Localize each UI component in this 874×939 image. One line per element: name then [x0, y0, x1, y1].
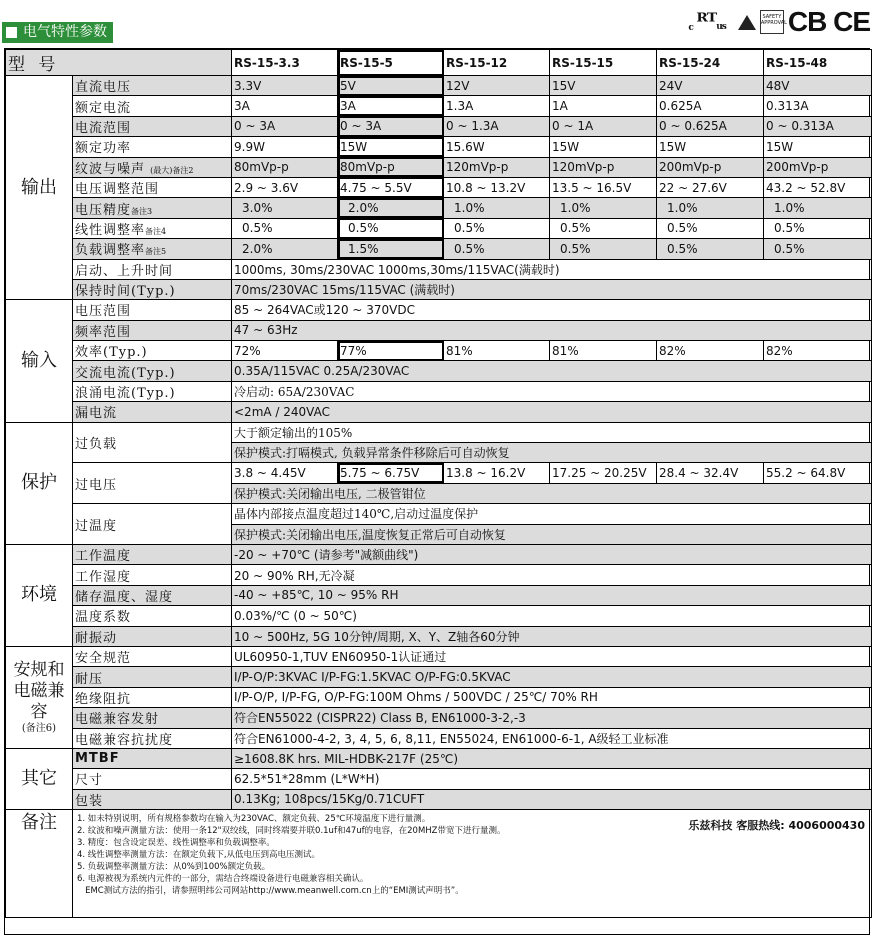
- value-cell: 0 ~ 0.625A: [657, 116, 764, 136]
- input-ac-current-row: [6, 361, 872, 381]
- model-label: 型 号: [6, 50, 232, 76]
- row-label: 纹波与噪声 (最大)备注2: [73, 157, 232, 177]
- row-label: 电压调整范围: [73, 177, 232, 197]
- value-cell: 0.313A: [764, 96, 872, 116]
- value-cell: 0.5%: [657, 239, 764, 259]
- value-cell: 200mVp-p: [764, 157, 872, 177]
- note-line: 3. 精度：包含设定误差、线性调整率和负载调整率。: [77, 838, 275, 849]
- row-label: 储存温度、湿度: [73, 585, 232, 605]
- value-cell: 0 ~ 1.3A: [444, 116, 550, 136]
- input-voltage-row: [6, 300, 872, 320]
- model-name: RS-15-24: [657, 50, 764, 76]
- value-cell: 符合EN61000-4-2, 3, 4, 5, 6, 8,11, EN55024, EN61000-6-1, A级轻工业标准: [232, 728, 872, 748]
- value-cell: 0.5%: [232, 218, 338, 238]
- env-storage-row: [6, 585, 872, 605]
- value-cell: 0.5%: [550, 239, 657, 259]
- value-cell: 3A: [338, 96, 444, 116]
- other-mtbf-row: [6, 748, 872, 768]
- value-cell: 0 ~ 0.313A: [764, 116, 872, 136]
- value-cell: 1.0%: [657, 198, 764, 218]
- value-cell: 3.8 ~ 4.45V: [232, 463, 338, 483]
- row-label: 线性调整率备注4: [73, 218, 232, 238]
- value-cell: 1.0%: [764, 198, 872, 218]
- row-label: 耐振动: [73, 626, 232, 646]
- value-cell: 120mVp-p: [550, 157, 657, 177]
- value-cell: 大于额定输出的105%: [232, 422, 872, 442]
- value-cell: UL60950-1,TUV EN60950-1认证通过: [232, 646, 872, 666]
- env-vibration-row: [6, 626, 872, 646]
- model-name: RS-15-15: [550, 50, 657, 76]
- value-cell: 22 ~ 27.6V: [657, 177, 764, 197]
- output-rated-current-row: [6, 96, 872, 116]
- safety-approval-icon: SAFETY APPROVAL: [760, 10, 784, 34]
- output-load-reg-row: [6, 239, 872, 259]
- value-cell: 1.3A: [444, 96, 550, 116]
- value-cell: 1.5%: [338, 239, 444, 259]
- value-cell: 13.5 ~ 16.5V: [550, 177, 657, 197]
- value-cell: 20 ~ 90% RH,无冷凝: [232, 565, 872, 585]
- row-label: 漏电流: [73, 402, 232, 422]
- safety-standards-row: [6, 646, 872, 666]
- env-work-humidity-row: [6, 565, 872, 585]
- row-label: 效率(Typ.): [73, 341, 232, 361]
- notes-cell: [73, 810, 872, 918]
- safety-withstand-row: [6, 667, 872, 687]
- other-dimension-row: [6, 769, 872, 789]
- row-label: 工作温度: [73, 544, 232, 564]
- model-row: [6, 50, 872, 76]
- value-cell: I/P-O/P, I/P-FG, O/P-FG:100M Ohms / 500VDC / 25℃/ 70% RH: [232, 687, 872, 707]
- value-cell: 15V: [550, 76, 657, 96]
- value-cell: 62.5*51*28mm (L*W*H): [232, 769, 872, 789]
- output-dc-voltage-row: [6, 76, 872, 96]
- row-label: 工作湿度: [73, 565, 232, 585]
- value-cell: 2.0%: [338, 198, 444, 218]
- safety-isolation-row: [6, 687, 872, 707]
- model-name: RS-15-48: [764, 50, 872, 76]
- value-cell: 200mVp-p: [657, 157, 764, 177]
- row-label: 额定电流: [73, 96, 232, 116]
- group-safety: 安规和电磁兼容 (备注6): [6, 646, 73, 748]
- value-cell: 1.0%: [550, 198, 657, 218]
- row-label: 安全规范: [73, 646, 232, 666]
- value-cell: 81%: [444, 341, 550, 361]
- output-rated-power-row: [6, 137, 872, 157]
- safety-emc-immunity-row: [6, 728, 872, 748]
- row-label: 电磁兼容发射: [73, 708, 232, 728]
- value-cell: 85 ~ 264VAC或120 ~ 370VDC: [232, 300, 872, 320]
- row-label: 电磁兼容抗扰度: [73, 728, 232, 748]
- value-cell: 0.5%: [444, 239, 550, 259]
- value-cell: 1.0%: [444, 198, 550, 218]
- value-cell: 13.8 ~ 16.2V: [444, 463, 550, 483]
- value-cell: 28.4 ~ 32.4V: [657, 463, 764, 483]
- value-cell: 72%: [232, 341, 338, 361]
- value-cell: 120mVp-p: [444, 157, 550, 177]
- value-cell: 保护模式:打嗝模式, 负载异常条件移除后可自动恢复: [232, 443, 872, 463]
- row-label: 耐压: [73, 667, 232, 687]
- value-cell: 0.5%: [444, 218, 550, 238]
- value-cell: 3.3V: [232, 76, 338, 96]
- row-label: 直流电压: [73, 76, 232, 96]
- row-label: 负载调整率备注5: [73, 239, 232, 259]
- cb-ce-logo: CB CE: [787, 6, 870, 37]
- spec-table: [4, 48, 870, 935]
- value-cell: 5.75 ~ 6.75V: [338, 463, 444, 483]
- value-cell: ≥1608.8K hrs. MIL-HDBK-217F (25℃): [232, 748, 872, 768]
- value-cell: 0.5%: [657, 218, 764, 238]
- value-cell: 10.8 ~ 13.2V: [444, 177, 550, 197]
- value-cell: 10 ~ 500Hz, 5G 10分钟/周期, X、Y、Z轴各60分钟: [232, 626, 872, 646]
- input-leakage-row: [6, 402, 872, 422]
- row-label: MTBF: [73, 748, 232, 768]
- value-cell: 0 ~ 1A: [550, 116, 657, 136]
- group-input: 输入: [6, 300, 73, 422]
- value-cell: 9.9W: [232, 137, 338, 157]
- value-cell: 70ms/230VAC 15ms/115VAC (满载时): [232, 279, 872, 299]
- value-cell: -40 ~ +85℃, 10 ~ 95% RH: [232, 585, 872, 605]
- value-cell: 0.5%: [338, 218, 444, 238]
- value-cell: 2.9 ~ 3.6V: [232, 177, 338, 197]
- row-label: 电流范围: [73, 116, 232, 136]
- value-cell: 1000ms, 30ms/230VAC 1000ms,30ms/115VAC(满载时): [232, 259, 872, 279]
- value-cell: 15W: [764, 137, 872, 157]
- protection-overload-row-1: [6, 422, 872, 442]
- note-line: EMC测试方法的指引，请参照明纬公司网站http://www.meanwell.com.cn上的“EMI测试声明书”。: [77, 886, 464, 897]
- protection-overvoltage-row-1: [6, 463, 872, 483]
- output-setup-row: [6, 259, 872, 279]
- model-name: RS-15-5: [338, 50, 444, 76]
- group-notes: 备注: [6, 810, 73, 918]
- protection-overtemp-row-1: [6, 504, 872, 524]
- value-cell: 24V: [657, 76, 764, 96]
- value-cell: 符合EN55022 (CISPR22) Class B, EN61000-3-2,-3: [232, 708, 872, 728]
- output-voltage-adj-row: [6, 177, 872, 197]
- value-cell: 15W: [338, 137, 444, 157]
- section-title-text: 电气特性参数: [23, 24, 107, 40]
- value-cell: 5V: [338, 76, 444, 96]
- value-cell: 77%: [338, 341, 444, 361]
- value-cell: 0.5%: [764, 239, 872, 259]
- group-protection: 保护: [6, 422, 73, 544]
- value-cell: 0 ~ 3A: [232, 116, 338, 136]
- value-cell: 晶体内部接点温度超过140℃,启动过温度保护: [232, 504, 872, 524]
- output-voltage-tol-row: [6, 198, 872, 218]
- note-line: 2. 纹波和噪声测量方法：使用一条12"双绞线，同时终端要并联0.1uf和47uf的电容，在20MHZ带宽下进行量测。: [77, 826, 506, 837]
- value-cell: -20 ~ +70℃ (请参考"减额曲线"): [232, 544, 872, 564]
- model-name: RS-15-3.3: [232, 50, 338, 76]
- value-cell: 3.0%: [232, 198, 338, 218]
- value-cell: 15.6W: [444, 137, 550, 157]
- note-line: 1. 如未特别说明，所有规格参数均在输入为230VAC、额定负载、25℃环境温度下进行量测。: [77, 814, 431, 825]
- value-cell: 冷启动: 65A/230VAC: [232, 381, 872, 401]
- input-efficiency-row: [6, 341, 872, 361]
- value-cell: 80mVp-p: [338, 157, 444, 177]
- value-cell: 2.0%: [232, 239, 338, 259]
- row-label: 频率范围: [73, 320, 232, 340]
- value-cell: 4.75 ~ 5.5V: [338, 177, 444, 197]
- value-cell: 12V: [444, 76, 550, 96]
- value-cell: 0.13Kg; 108pcs/15Kg/0.71CUFT: [232, 789, 872, 809]
- page-header: [0, 0, 874, 46]
- value-cell: 48V: [764, 76, 872, 96]
- row-label: 过电压: [73, 463, 232, 504]
- ul-logo: c ᴿᵁus: [688, 9, 726, 35]
- value-cell: 0.5%: [550, 218, 657, 238]
- value-cell: 82%: [657, 341, 764, 361]
- notes-row: [6, 810, 872, 918]
- row-label: 交流电流(Typ.): [73, 361, 232, 381]
- value-cell: 0.35A/115VAC 0.25A/230VAC: [232, 361, 872, 381]
- value-cell: 保护模式:关闭输出电压, 二极管钳位: [232, 483, 872, 503]
- section-title: [2, 22, 113, 43]
- row-label: 绝缘阻抗: [73, 687, 232, 707]
- certification-logos: [690, 6, 870, 38]
- note-line: 4. 线性调整率测量方法：在额定负载下,从低电压到高电压测试。: [77, 850, 321, 861]
- warning-triangle-icon: [738, 15, 756, 30]
- other-packing-row: [6, 789, 872, 809]
- group-output: 输出: [6, 76, 73, 300]
- env-work-temp-row: [6, 544, 872, 564]
- input-freq-row: [6, 320, 872, 340]
- note-line: 6. 电源被视为系统内元件的一部分，需结合终端设备进行电磁兼容相关确认。: [77, 874, 369, 885]
- input-inrush-row: [6, 381, 872, 401]
- row-label: 过温度: [73, 504, 232, 545]
- value-cell: <2mA / 240VAC: [232, 402, 872, 422]
- output-ripple-row: [6, 157, 872, 177]
- value-cell: 81%: [550, 341, 657, 361]
- output-current-range-row: [6, 116, 872, 136]
- value-cell: 82%: [764, 341, 872, 361]
- value-cell: 15W: [657, 137, 764, 157]
- value-cell: 0.03%/℃ (0 ~ 50℃): [232, 606, 872, 626]
- row-label: 电压精度备注3: [73, 198, 232, 218]
- value-cell: 0 ~ 3A: [338, 116, 444, 136]
- value-cell: 17.25 ~ 20.25V: [550, 463, 657, 483]
- output-line-reg-row: [6, 218, 872, 238]
- row-label: 电压范围: [73, 300, 232, 320]
- value-cell: 保护模式:关闭输出电压,温度恢复正常后可自动恢复: [232, 524, 872, 544]
- row-label: 启动、上升时间: [73, 259, 232, 279]
- model-name: RS-15-12: [444, 50, 550, 76]
- value-cell: 47 ~ 63Hz: [232, 320, 872, 340]
- value-cell: 55.2 ~ 64.8V: [764, 463, 872, 483]
- row-label: 尺寸: [73, 769, 232, 789]
- safety-emc-emission-row: [6, 708, 872, 728]
- row-label: 保持时间(Typ.): [73, 279, 232, 299]
- square-icon: [6, 27, 17, 38]
- output-hold-row: [6, 279, 872, 299]
- value-cell: 0.625A: [657, 96, 764, 116]
- row-label: 过负载: [73, 422, 232, 463]
- value-cell: 80mVp-p: [232, 157, 338, 177]
- row-label: 包装: [73, 789, 232, 809]
- group-environment: 环境: [6, 544, 73, 646]
- service-hotline: 乐兹科技 客服热线: 4006000430: [688, 819, 865, 833]
- row-label: 额定功率: [73, 137, 232, 157]
- value-cell: 3A: [232, 96, 338, 116]
- note-line: 5. 负载调整率测量方法：从0%到100%额定负载。: [77, 862, 271, 873]
- group-other: 其它: [6, 748, 73, 809]
- value-cell: 15W: [550, 137, 657, 157]
- value-cell: 1A: [550, 96, 657, 116]
- value-cell: I/P-O/P:3KVAC I/P-FG:1.5KVAC O/P-FG:0.5KVAC: [232, 667, 872, 687]
- row-label: 浪涌电流(Typ.): [73, 381, 232, 401]
- env-temp-coef-row: [6, 606, 872, 626]
- row-label: 温度系数: [73, 606, 232, 626]
- value-cell: 0.5%: [764, 218, 872, 238]
- value-cell: 43.2 ~ 52.8V: [764, 177, 872, 197]
